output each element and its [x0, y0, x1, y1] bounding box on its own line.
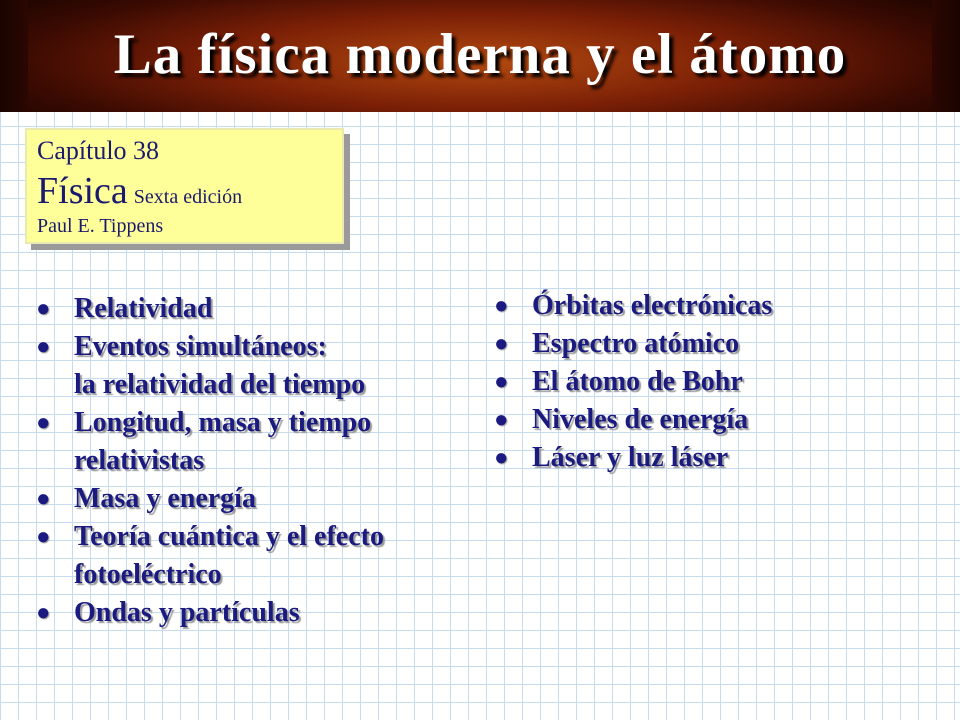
- list-item-text: Órbitas electrónicas: [532, 290, 773, 321]
- bullet-icon: ●: [36, 334, 51, 360]
- book-chapter: Capítulo 38: [37, 136, 160, 165]
- book-info-box: [25, 128, 344, 244]
- list-item-text: Láser y luz láser: [532, 442, 729, 473]
- book-title: Física: [37, 170, 128, 212]
- topic-list-left: [32, 290, 472, 632]
- list-item: [32, 518, 472, 594]
- topic-list-right: [490, 287, 930, 477]
- bullet-icon: ●: [36, 524, 51, 550]
- list-item-text: Espectro atómico: [532, 328, 740, 359]
- list-item-text: relativistas: [74, 445, 205, 476]
- bullet-icon: ●: [494, 331, 509, 357]
- bullet-icon: ●: [36, 600, 51, 626]
- list-item-text: Longitud, masa y tiempo: [74, 407, 372, 438]
- list-item-text: Masa y energía: [74, 483, 256, 514]
- book-author: Paul E. Tippens: [37, 215, 164, 237]
- bullet-icon: ●: [36, 486, 51, 512]
- slide-title: La física moderna y el átomo: [113, 23, 847, 86]
- list-item: [32, 480, 472, 518]
- list-item-text: Niveles de energía: [532, 404, 749, 435]
- list-item: [490, 439, 930, 477]
- list-item: [490, 325, 930, 363]
- bullet-icon: ●: [494, 407, 509, 433]
- bullet-icon: ●: [36, 410, 51, 436]
- bullet-icon: ●: [494, 369, 509, 395]
- list-item-text: El átomo de Bohr: [532, 366, 743, 397]
- list-item: [32, 328, 472, 404]
- list-item: [490, 287, 930, 325]
- list-item: [490, 401, 930, 439]
- list-item: [32, 594, 472, 632]
- book-title-line: [37, 169, 242, 213]
- list-item-text: Ondas y partículas: [74, 597, 300, 628]
- bullet-icon: ●: [494, 293, 509, 319]
- list-item-text: Relatividad: [74, 293, 213, 324]
- book-edition: Sexta edición: [133, 186, 243, 208]
- title-bar: [0, 0, 960, 112]
- list-item-text: la relatividad del tiempo: [74, 369, 366, 400]
- list-item-text: Eventos simultáneos:: [74, 331, 327, 362]
- list-item: [32, 290, 472, 328]
- list-item-text: Teoría cuántica y el efecto: [74, 521, 384, 552]
- bullet-icon: ●: [36, 296, 51, 322]
- list-item-text: fotoeléctrico: [74, 559, 222, 590]
- bullet-icon: ●: [494, 445, 509, 471]
- list-item: [32, 404, 472, 480]
- list-item: [490, 363, 930, 401]
